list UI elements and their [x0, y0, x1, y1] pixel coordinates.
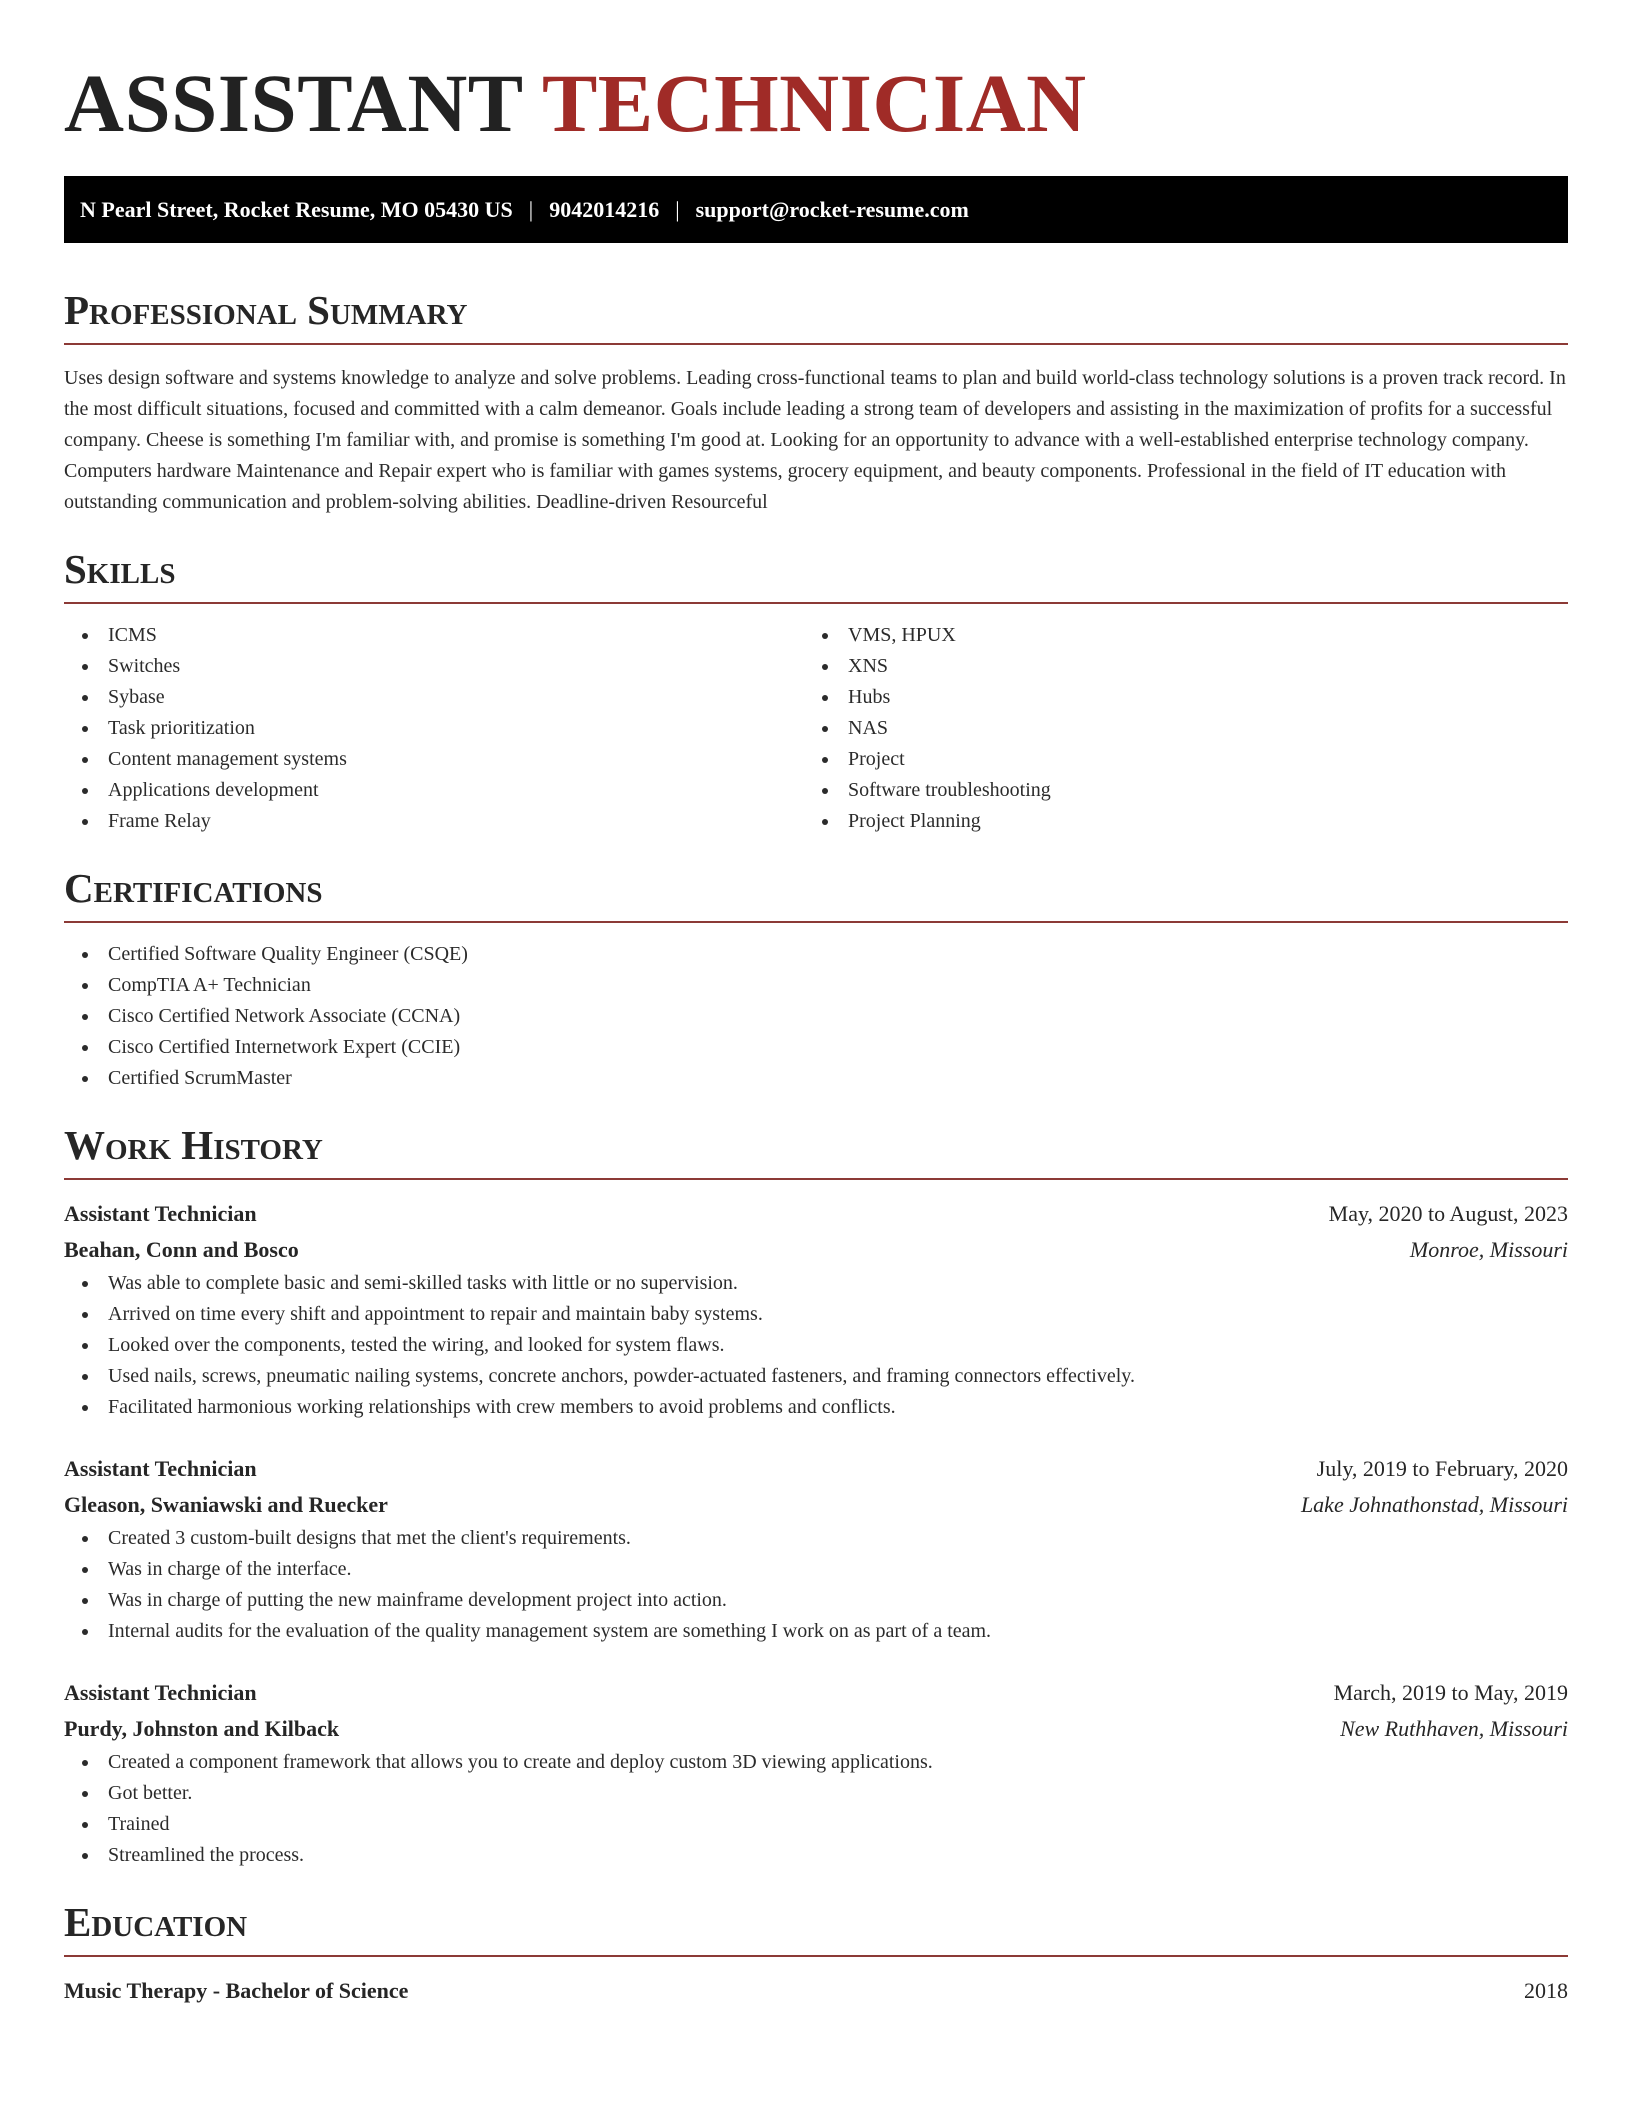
skill-item: Hubs [804, 682, 1544, 713]
skill-item: Content management systems [64, 744, 804, 775]
skill-item: NAS [804, 713, 1544, 744]
certifications-section [64, 865, 1568, 1094]
skills-list-left [64, 620, 804, 837]
job-bullet: Looked over the components, tested the wiring, and looked for system flaws. [64, 1330, 1568, 1361]
job-dates: May, 2020 to August, 2023 [1328, 1201, 1568, 1226]
job-title: Assistant Technician [64, 1680, 257, 1705]
skills-columns [64, 620, 1568, 837]
name-first: ASSISTANT [64, 57, 523, 149]
education-section [64, 1899, 1568, 2009]
job-bullet: Created a component framework that allows you to create and deploy custom 3D viewing applications. [64, 1747, 1568, 1778]
education-heading: Education [64, 1899, 1568, 1957]
job-bullet: Trained [64, 1809, 1568, 1840]
resume-content [64, 58, 1568, 2009]
job-dates: March, 2019 to May, 2019 [1333, 1680, 1568, 1705]
skills-section [64, 546, 1568, 837]
skills-heading: Skills [64, 546, 1568, 604]
job-bullet: Arrived on time every shift and appointment to repair and maintain baby systems. [64, 1299, 1568, 1330]
address: N Pearl Street, Rocket Resume, MO 05430 US [80, 196, 513, 222]
job-bullet: Internal audits for the evaluation of the quality management system are something I work on as part of a team. [64, 1616, 1568, 1647]
education-year: 2018 [1524, 1978, 1568, 2003]
certification-item: Cisco Certified Internetwork Expert (CCIE) [64, 1032, 1568, 1063]
skill-item: Switches [64, 651, 804, 682]
skill-item: Project [804, 744, 1544, 775]
job-bullet: Got better. [64, 1778, 1568, 1809]
work-history-section [64, 1122, 1568, 1871]
job-dates: July, 2019 to February, 2020 [1316, 1456, 1568, 1481]
job-company: Purdy, Johnston and Kilback [64, 1716, 340, 1741]
contact-separator: | [675, 196, 680, 222]
certification-item: Certified Software Quality Engineer (CSQE) [64, 939, 1568, 970]
job-entry [64, 1451, 1568, 1647]
skill-item: VMS, HPUX [804, 620, 1544, 651]
job-bullet: Facilitated harmonious working relationships with crew members to avoid problems and conflicts. [64, 1392, 1568, 1423]
certification-item: Certified ScrumMaster [64, 1063, 1568, 1094]
skill-item: Sybase [64, 682, 804, 713]
summary-heading: Professional Summary [64, 287, 1568, 345]
skill-item: Task prioritization [64, 713, 804, 744]
name-last: TECHNICIAN [541, 57, 1087, 149]
summary-text: Uses design software and systems knowledge to analyze and solve problems. Leading cross-functional teams to plan and build world-class technology solutions is a proven track record. In the most difficult situations, focused and committed with a calm demeanor. Goals include leading a strong team of developers and assisting in the maximization of profits for a successful company. Cheese is something I'm familiar with, and promise is something I'm good at. Looking for an opportunity to advance with a well-established enterprise technology company. Computers hardware Maintenance and Repair expert who is familiar with games systems, grocery equipment, and beauty components. Professional in the field of IT education with outstanding communication and problem-solving abilities. Deadline-driven Resourceful [64, 367, 1566, 513]
contact-separator: | [528, 196, 534, 222]
job-location: Monroe, Missouri [1409, 1237, 1568, 1262]
skill-item: Project Planning [804, 806, 1544, 837]
job-location: Lake Johnathonstad, Missouri [1300, 1492, 1568, 1517]
job-title: Assistant Technician [64, 1456, 257, 1481]
phone: 9042014216 [549, 196, 660, 222]
skill-item: Applications development [64, 775, 804, 806]
summary-section [64, 287, 1568, 518]
job-bullet: Was in charge of the interface. [64, 1554, 1568, 1585]
candidate-name [64, 58, 1568, 148]
skill-item: Software troubleshooting [804, 775, 1544, 806]
job-location: New Ruthhaven, Missouri [1340, 1716, 1568, 1741]
job-bullets [64, 1747, 1568, 1871]
email: support@rocket-resume.com [695, 196, 969, 222]
job-company: Beahan, Conn and Bosco [64, 1237, 299, 1262]
job-entry [64, 1675, 1568, 1871]
job-title: Assistant Technician [64, 1201, 257, 1226]
job-bullet: Used nails, screws, pneumatic nailing systems, concrete anchors, powder-actuated fasteners, and framing connectors effectively. [64, 1361, 1568, 1392]
job-bullets [64, 1523, 1568, 1647]
job-company: Gleason, Swaniawski and Ruecker [64, 1492, 388, 1517]
job-bullets [64, 1268, 1568, 1423]
contact-bar [64, 176, 1568, 243]
certification-item: CompTIA A+ Technician [64, 970, 1568, 1001]
certification-item: Cisco Certified Network Associate (CCNA) [64, 1001, 1568, 1032]
skill-item: Frame Relay [64, 806, 804, 837]
skill-item: ICMS [64, 620, 804, 651]
job-bullet: Streamlined the process. [64, 1840, 1568, 1871]
skill-item: XNS [804, 651, 1544, 682]
certifications-heading: Certifications [64, 865, 1568, 923]
job-entry [64, 1196, 1568, 1423]
work-history-heading: Work History [64, 1122, 1568, 1180]
job-bullet: Was able to complete basic and semi-skilled tasks with little or no supervision. [64, 1268, 1568, 1299]
skills-list-right [804, 620, 1544, 837]
job-bullet: Created 3 custom-built designs that met the client's requirements. [64, 1523, 1568, 1554]
job-bullet: Was in charge of putting the new mainframe development project into action. [64, 1585, 1568, 1616]
education-degree: Music Therapy - Bachelor of Science [64, 1978, 409, 2003]
certifications-list [64, 939, 1568, 1094]
